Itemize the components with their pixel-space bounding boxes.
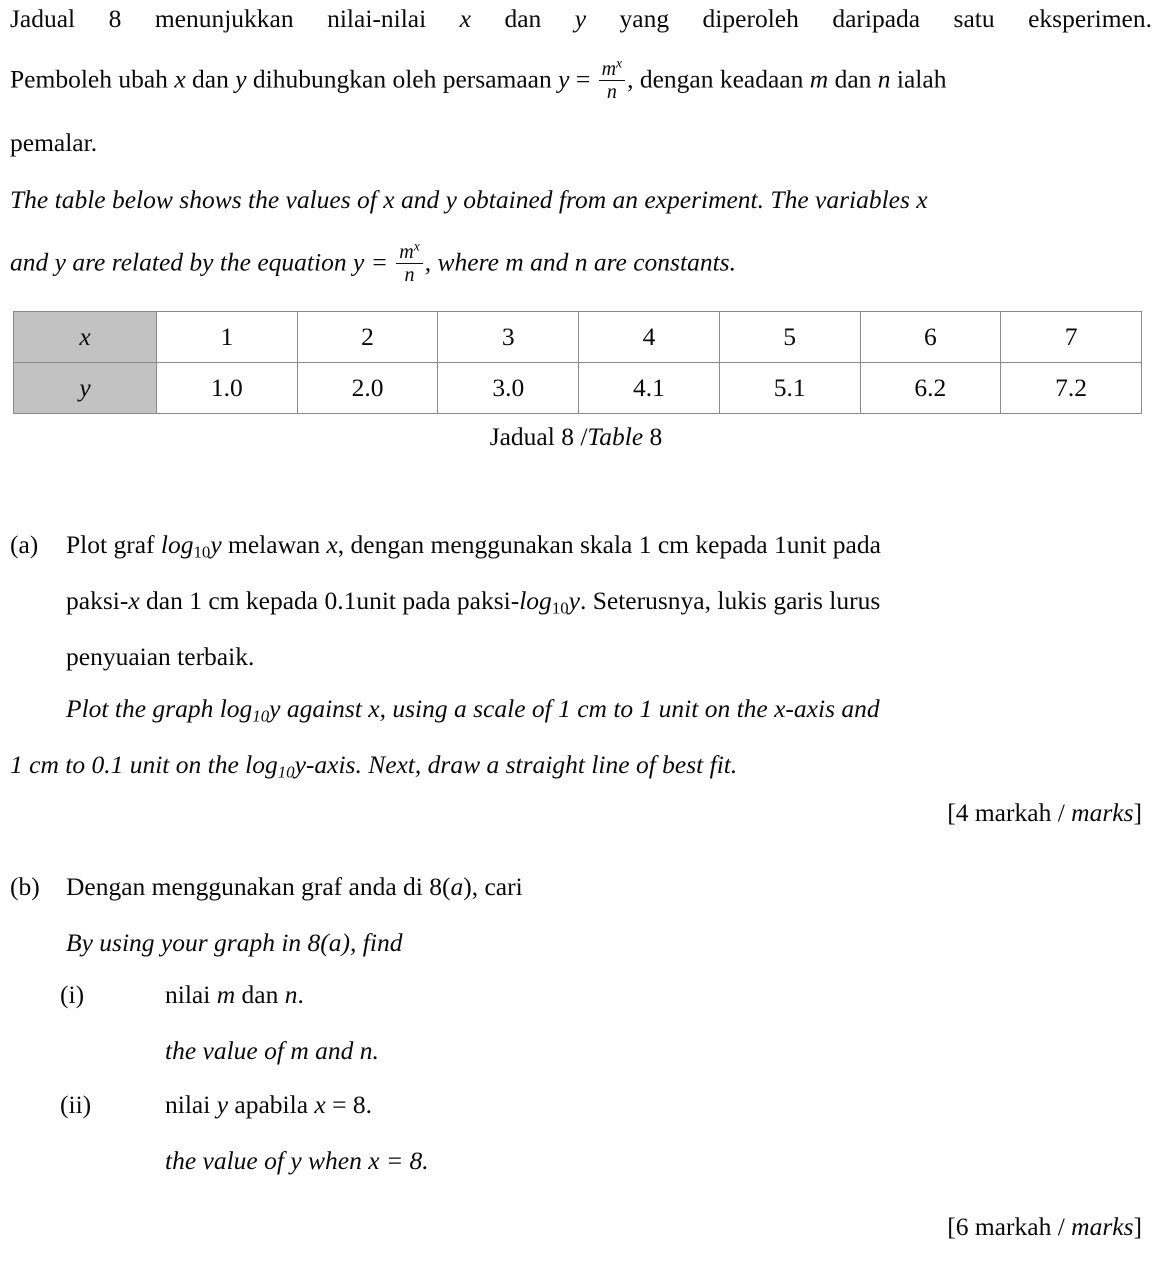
justify-gap xyxy=(121,4,154,34)
reference-a: a xyxy=(450,872,464,901)
variable-x: x xyxy=(128,586,140,615)
experiment-data-table xyxy=(13,311,1142,414)
part-a-text: penyuaian terbaik. xyxy=(66,642,255,671)
item-text: = 8. xyxy=(325,1090,372,1119)
part-a-marks xyxy=(947,798,1142,828)
fraction-numerator xyxy=(599,55,626,80)
part-b-marks xyxy=(947,1212,1142,1242)
stem-word: eksperimen. xyxy=(1028,4,1152,33)
variable-y: y xyxy=(290,1146,302,1175)
table-cell-x: 1 xyxy=(157,312,298,363)
stem-en-text: , where m and n are constants. xyxy=(424,247,736,277)
space xyxy=(590,64,596,93)
variable-y: y xyxy=(235,64,247,94)
item-en-text: and xyxy=(308,1036,360,1065)
part-b-text: ), cari xyxy=(463,872,523,901)
row-label-y: y xyxy=(14,363,157,414)
variable-y: y xyxy=(568,586,580,615)
equation-lhs-y: y xyxy=(558,64,570,94)
constant-m: m xyxy=(216,980,236,1009)
part-b-ii-ms-line xyxy=(165,1090,372,1120)
stem-word: menunjukkan xyxy=(154,4,294,33)
numerator-base-m: m xyxy=(399,241,414,263)
constant-n: n xyxy=(284,980,298,1009)
table-cell-x: 4 xyxy=(579,312,720,363)
variable-y: y xyxy=(216,1090,229,1119)
variable-x: x xyxy=(174,64,186,94)
variable-y: y xyxy=(210,530,222,559)
marks-italic: marks xyxy=(1071,798,1134,827)
part-b-en-text: ), xyxy=(341,928,363,957)
part-b-en-line xyxy=(66,928,402,958)
part-b-i-ms-line xyxy=(165,980,304,1010)
row-label-x: x xyxy=(14,312,157,363)
numerator-base-m: m xyxy=(601,58,617,80)
fraction-m-pow-x-over-n xyxy=(599,55,626,103)
part-b-marker: (b) xyxy=(10,872,40,901)
part-a-en-line-1 xyxy=(66,694,880,724)
item-en-text: when xyxy=(301,1146,369,1175)
table-caption xyxy=(0,422,1152,452)
part-a-marker: (a) xyxy=(10,530,39,559)
caption-ms: Jadual 8 / xyxy=(489,422,588,451)
stem-text: dan xyxy=(828,64,878,94)
stem-word: dan xyxy=(504,4,542,33)
stem-word: Jadual xyxy=(10,4,76,33)
part-b-en-find: find xyxy=(362,928,403,957)
part-a-text: dan 1 cm kepada 0.1unit pada paksi- xyxy=(139,586,520,615)
log-word: log xyxy=(160,530,194,559)
stem-word: 8 xyxy=(108,4,122,33)
constant-m: m xyxy=(809,64,829,94)
variable-x: x xyxy=(459,4,471,33)
log-base: 10 xyxy=(252,706,270,726)
marks-open: [4 markah / xyxy=(947,798,1072,827)
item-text: . xyxy=(297,980,304,1009)
numerator-exponent-x: x xyxy=(413,238,420,254)
justify-gap xyxy=(541,4,574,34)
part-b-i-marker: (i) xyxy=(60,980,85,1009)
variable-x: x xyxy=(314,1090,326,1119)
constant-n: n xyxy=(359,1036,373,1065)
table-cell-y: 4.1 xyxy=(579,363,720,414)
item-text: nilai xyxy=(165,980,217,1009)
table-cell-x: 7 xyxy=(1001,312,1142,363)
table-cell-y: 3.0 xyxy=(438,363,579,414)
caption-number: 8 xyxy=(643,422,663,451)
stem-word: satu xyxy=(953,4,995,33)
table-cell-y: 2.0 xyxy=(297,363,438,414)
fraction-numerator xyxy=(396,238,423,263)
table-cell-y: 6.2 xyxy=(860,363,1001,414)
part-a-text: Plot graf xyxy=(66,530,161,559)
marks-open: [6 markah / xyxy=(947,1212,1072,1241)
table-cell-y: 1.0 xyxy=(157,363,298,414)
marks-italic: marks xyxy=(1071,1212,1134,1241)
reference-a: a xyxy=(328,928,342,957)
justify-gap xyxy=(294,4,327,34)
justify-gap xyxy=(799,4,832,34)
log-base-10-label xyxy=(519,586,569,618)
item-en-text: = 8. xyxy=(379,1146,429,1175)
part-a-ms-line-1 xyxy=(66,530,881,560)
justify-gap xyxy=(920,4,953,34)
part-b-ii-en-line xyxy=(165,1146,429,1176)
variable-y: y xyxy=(269,694,281,723)
stem-word: daripada xyxy=(832,4,921,33)
item-en-text: the value of xyxy=(165,1036,291,1065)
table-cell-x: 2 xyxy=(297,312,438,363)
stem-en-text: and y are related by the equation y xyxy=(10,247,365,277)
justify-gap xyxy=(426,4,459,34)
log-base: 10 xyxy=(193,542,211,562)
stem-line-2 xyxy=(10,55,947,103)
part-b-i-en-line xyxy=(165,1036,379,1066)
fraction-m-pow-x-over-n xyxy=(396,238,423,286)
part-a-ms-line-3 xyxy=(66,642,254,672)
log-base-10-label xyxy=(160,530,211,562)
item-en-text: . xyxy=(372,1036,379,1065)
table-cell-x: 6 xyxy=(860,312,1001,363)
log-base: 10 xyxy=(277,762,295,782)
table-cell-y: 5.1 xyxy=(719,363,860,414)
part-a-text: paksi- xyxy=(66,586,129,615)
justify-gap xyxy=(995,4,1028,34)
table-cell-x: 3 xyxy=(438,312,579,363)
justify-gap xyxy=(471,4,504,34)
table-cell-x: 5 xyxy=(719,312,860,363)
stem-word: diperoleh xyxy=(702,4,799,33)
table-row-x xyxy=(14,312,1142,363)
part-b-en-text: By using your graph in 8( xyxy=(66,928,329,957)
variable-x: x xyxy=(368,1146,380,1175)
item-text: nilai xyxy=(165,1090,217,1119)
stem-line-1 xyxy=(10,4,1152,34)
part-a-ms-line-2 xyxy=(66,586,880,616)
part-a-text: melawan xyxy=(221,530,327,559)
justify-gap xyxy=(586,4,619,34)
part-a-text: . Seterusnya, lukis garis lurus xyxy=(579,586,881,615)
part-b-text: Dengan menggunakan graf anda di 8( xyxy=(66,872,451,901)
stem-word: nilai-nilai xyxy=(327,4,427,33)
numerator-exponent-x: x xyxy=(616,55,623,71)
stem-text: , dengan keadaan xyxy=(627,64,810,94)
stem-text: pemalar. xyxy=(10,128,98,157)
part-a-en-text: 1 cm to 0.1 unit on the log xyxy=(10,750,278,779)
constant-m: m xyxy=(290,1036,309,1065)
equals-sign-glyph: = xyxy=(575,64,591,94)
part-a-en-text: Plot the graph log xyxy=(66,694,253,723)
stem-en-line-2 xyxy=(10,238,736,286)
item-en-text: the value of xyxy=(165,1146,291,1175)
table-cell-y: 7.2 xyxy=(1001,363,1142,414)
justify-gap xyxy=(75,4,108,34)
log-word: log xyxy=(519,586,552,615)
variable-x: x xyxy=(326,530,338,559)
marks-close: ] xyxy=(1133,1212,1142,1241)
part-b-ms-line xyxy=(66,872,523,902)
log-base: 10 xyxy=(551,598,569,618)
marks-close: ] xyxy=(1133,798,1142,827)
variable-y: y xyxy=(574,4,587,33)
part-b-ii-marker: (ii) xyxy=(60,1090,92,1119)
part-a-text: , dengan menggunakan skala 1 cm kepada 1unit pada xyxy=(337,530,881,559)
stem-line-3 xyxy=(10,128,97,158)
table-row-y xyxy=(14,363,1142,414)
fraction-denominator-n: n xyxy=(599,80,626,102)
stem-text: dihubungkan oleh persamaan xyxy=(246,64,559,94)
caption-en: Table xyxy=(587,422,644,451)
stem-en-text: The table below shows the values of x and y obtained from an experiment. The variables x xyxy=(10,185,928,214)
part-a-en-line-2 xyxy=(10,750,737,780)
space xyxy=(388,247,394,276)
fraction-denominator-n: n xyxy=(396,263,423,285)
constant-n: n xyxy=(877,64,891,94)
stem-en-line-1 xyxy=(10,185,928,215)
equals-sign-glyph: = xyxy=(370,247,388,277)
stem-text: ialah xyxy=(890,64,947,94)
stem-text: dan xyxy=(185,64,236,94)
item-text: apabila xyxy=(228,1090,315,1119)
stem-word: yang xyxy=(619,4,670,33)
part-a-en-text: y-axis. Next, draw a straight line of best fit. xyxy=(294,750,738,779)
stem-text: Pemboleh ubah xyxy=(10,64,175,94)
part-a-en-text: against x, using a scale of 1 cm to 1 unit on the x-axis and xyxy=(280,694,880,723)
item-text: dan xyxy=(235,980,285,1009)
justify-gap xyxy=(669,4,702,34)
